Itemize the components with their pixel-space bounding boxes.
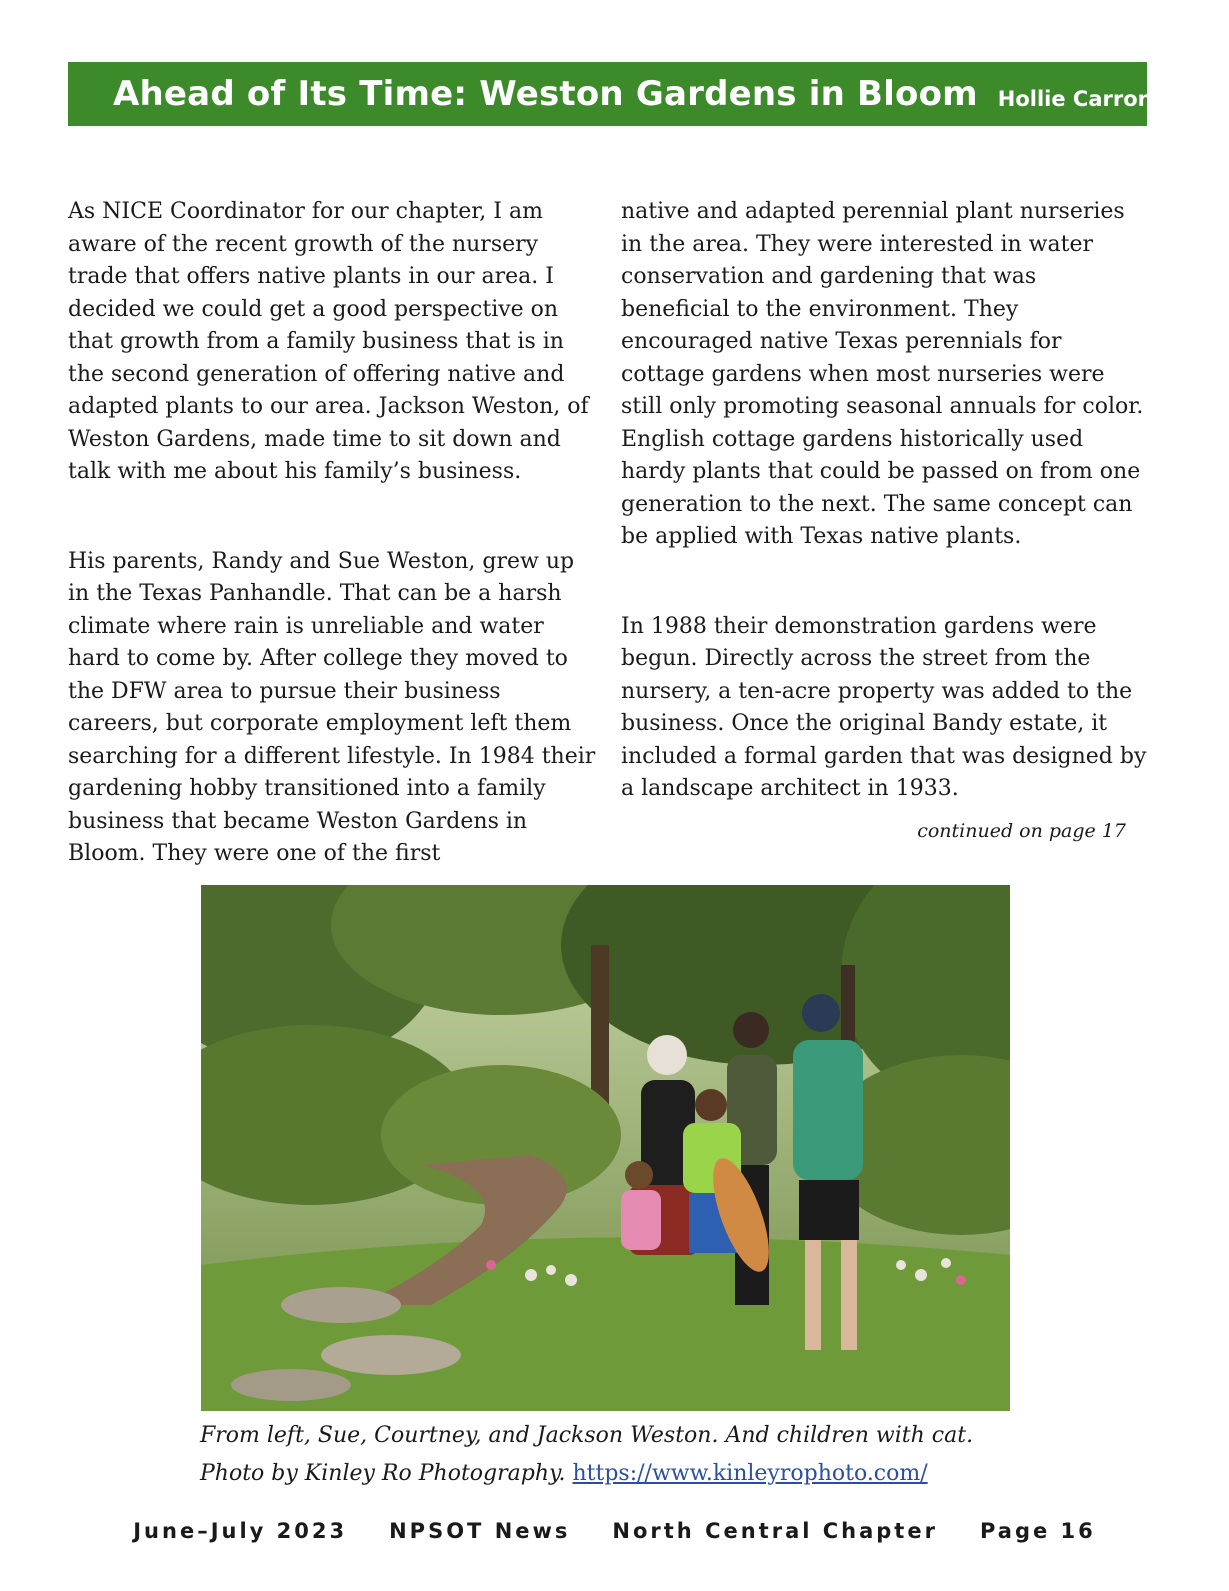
article-header-banner [68,62,1153,126]
continued-note: continued on page 17 [917,819,1126,842]
family-garden-photo [201,885,1010,1411]
caption-credit [200,1455,1100,1493]
footer-page-number: Page 16 [979,1519,1096,1543]
paragraph: His parents, Randy and Sue Weston, grew up in the Texas Panhandle. That can be a harsh climate where rain is unreliable and water hard to come by. After college they moved to the DFW area to pursue their business careers, but corporate employment left them searching for a different lifestyle. In 1984 their gardening hobby transitioned into a family business that became Weston Gardens in Bloom. They were one of the first [68,548,596,866]
caption-credit-text: Photo by Kinley Ro Photography. [200,1461,566,1486]
footer-issue: June–July 2023 [133,1519,348,1543]
caption-line: From left, Sue, Courtney, and Jackson Weston. And children with cat. [200,1423,974,1448]
photo-caption [200,1417,1100,1493]
footer-publication: NPSOT News [389,1519,571,1543]
footer-chapter: North Central Chapter [612,1519,938,1543]
article-column-right [621,196,1151,844]
paragraph: native and adapted perennial plant nurseries in the area. They were interested in water conservation and gardening that was beneficial to the environment. They encouraged native Texas perennials for cottage gardens when most nurseries were still only promoting seasonal annuals for color. English cottage gardens historically used hardy plants that could be passed on from one generation to the next. The same concept can be applied with Texas native plants. [621,199,1144,549]
article-title: Ahead of Its Time: Weston Gardens in Bloom [113,74,978,114]
paragraph: In 1988 their demonstration gardens were begun. Directly across the street from the nursery, a ten-acre property was added to the business. Once the original Bandy estate, it included a formal garden that was designed by a landscape architect in 1933. [621,613,1147,801]
paragraph: As NICE Coordinator for our chapter, I am aware of the recent growth of the nursery trade that offers native plants in our area. I decided we could get a good perspective on that growth from a family business that is in the second generation of offering native and adapted plants to our area. Jackson Weston, of Weston Gardens, made time to sit down and talk with me about his family’s business. [68,199,589,484]
page-footer [0,1519,1229,1543]
article-author: Hollie Carron [997,87,1153,111]
article-column-left [68,196,596,871]
photographer-link[interactable]: https://www.kinleyrophoto.com/ [572,1461,928,1486]
